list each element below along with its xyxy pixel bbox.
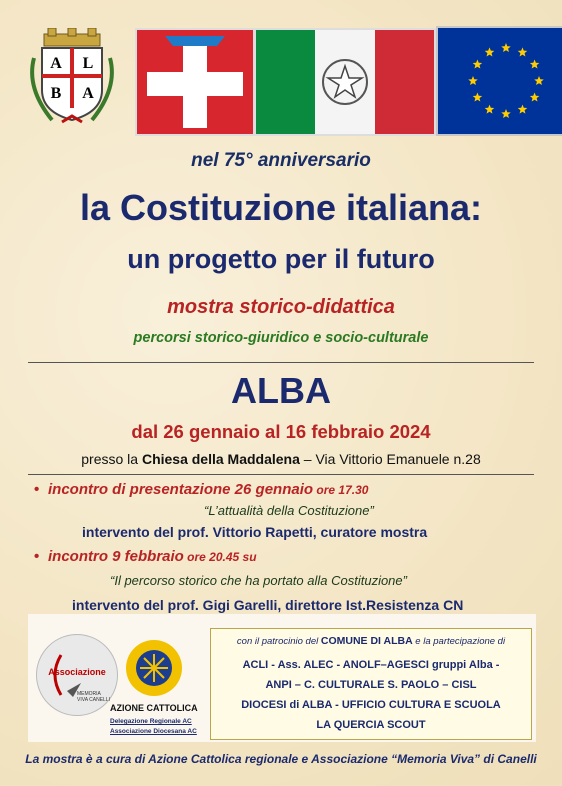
bullet-icon: •	[34, 548, 40, 565]
eu-star-icon	[534, 76, 544, 85]
crest-letter-3: B	[50, 85, 62, 102]
meeting-2-title: • incontro 9 febbraio ore 20.45 su	[34, 548, 257, 565]
meeting-2-time: ore 20.45 su	[183, 550, 257, 564]
savoy-flag-icon	[135, 28, 255, 136]
eu-star-icon	[485, 105, 495, 114]
partners-line-1: ACLI - Ass. ALEC - ANOLF–AGESCI gruppi Alba -	[242, 659, 500, 671]
event-dates: dal 26 gennaio al 16 febbraio 2024	[131, 421, 431, 442]
eu-star-icon	[530, 60, 540, 69]
crest-letter-1: A	[50, 55, 62, 72]
memoria-small: MEMORIA VIVA CANELLI	[77, 691, 110, 703]
ac-diocese: Associazione Diocesana AC	[110, 728, 197, 735]
venue-line	[0, 451, 562, 467]
italy-flag-icon	[254, 28, 436, 136]
crest-letter-2: L	[82, 55, 94, 72]
eu-star-icon	[485, 47, 495, 56]
divider	[28, 474, 534, 475]
exhibition-paths: percorsi storico-giuridico e socio-culturale	[133, 330, 429, 346]
alba-crest-icon	[22, 28, 122, 128]
partners-line-3: DIOCESI di ALBA - UFFICIO CULTURA E SCUOLA	[241, 699, 501, 711]
meeting-1-speaker: intervento del prof. Vittorio Rapetti, curatore mostra	[82, 524, 428, 540]
comune-name: COMUNE DI ALBA	[320, 635, 413, 647]
eu-star-icon	[501, 43, 511, 52]
divider	[28, 362, 534, 363]
meeting-2-quote: “Il percorso storico che ha portato alla Costituzione”	[110, 573, 407, 588]
memoria-label: Associazione	[48, 667, 106, 677]
venue-name: Chiesa della Maddalena	[141, 451, 300, 467]
venue-prefix: presso la	[81, 451, 142, 467]
venue-address: – Via Vittorio Emanuele n.28	[299, 451, 481, 467]
eu-star-icon	[518, 105, 528, 114]
partners-line-4: LA QUERCIA SCOUT	[316, 719, 426, 731]
eu-star-icon	[530, 93, 540, 102]
footer-credit: La mostra è a cura di Azione Cattolica regionale e Associazione “Memoria Viva” di Canelli	[25, 752, 537, 766]
meeting-1-quote: “L’attualità della Costituzione”	[204, 503, 374, 518]
anniversary-line: nel 75° anniversario	[191, 150, 371, 171]
eu-star-icon	[501, 109, 511, 118]
partners-box	[28, 614, 536, 742]
partners-line-2: ANPI – C. CULTURALE S. PAOLO – CISL	[265, 679, 477, 691]
eu-star-icon	[468, 76, 478, 85]
ac-name: AZIONE CATTOLICA	[110, 703, 198, 713]
meeting-1-title: • incontro di presentazione 26 gennaio ore 17.30	[34, 481, 369, 498]
memoria-viva-logo	[36, 634, 118, 716]
meeting-2-speaker: intervento del prof. Gigi Garelli, direttore Ist.Resistenza CN	[72, 597, 464, 613]
exhibition-type: mostra storico-didattica	[167, 296, 395, 318]
patronage-intro: con il patrocinio del COMUNE DI ALBA e la partecipazione di	[236, 635, 506, 647]
eu-star-icon	[473, 93, 483, 102]
eu-star-icon	[518, 47, 528, 56]
bullet-icon: •	[34, 481, 40, 498]
meeting-1-time: ore 17.30	[313, 483, 369, 497]
city-name: ALBA	[231, 370, 331, 411]
main-title: la Costituzione italiana:	[79, 187, 483, 228]
flags-row	[22, 22, 552, 134]
azione-cattolica-logo	[126, 640, 182, 696]
main-subtitle: un progetto per il futuro	[127, 244, 435, 274]
patronage-box	[210, 628, 532, 740]
eu-star-icon	[473, 60, 483, 69]
eu-flag-icon	[436, 26, 562, 136]
ac-delegation: Delegazione Regionale AC	[110, 718, 192, 725]
crest-letter-4: A	[82, 85, 94, 102]
